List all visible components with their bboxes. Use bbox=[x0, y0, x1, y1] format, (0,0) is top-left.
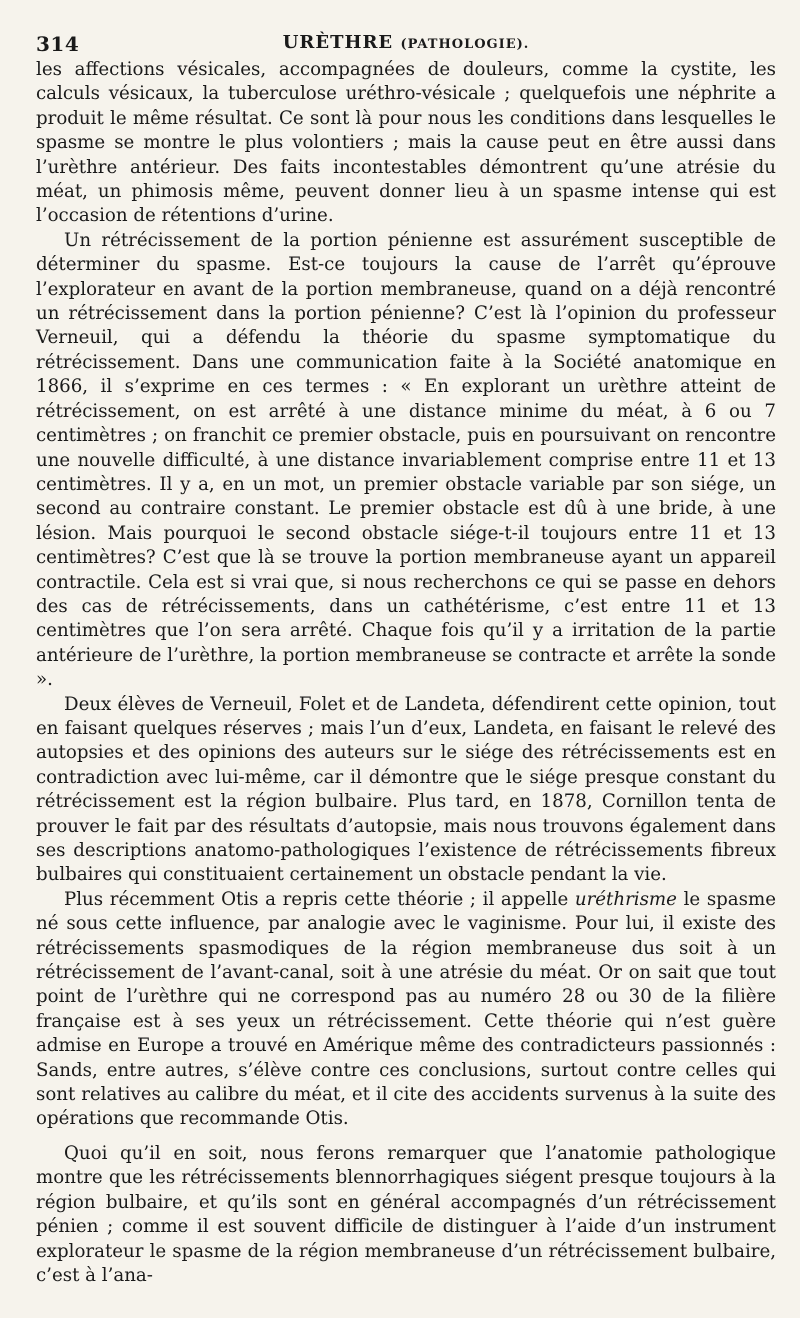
running-title-sub: (PATHOLOGIE). bbox=[400, 37, 530, 52]
running-header bbox=[36, 22, 776, 58]
paragraph-otis bbox=[36, 888, 776, 1132]
page-number: 314 bbox=[36, 32, 80, 56]
paragraph-anatomie: Quoi qu’il en soit, nous ferons remarquer que l’anatomie pathologique montre que les rétrécissements blennorrhagiques siégent presque toujours à la région bulbaire, et qu’ils sont en général accompagnés d’un rétrécissement pénien ; comme il est souvent difficile de distinguer à l’aide d’un instrument explorateur le spasme de la région membraneuse d’un rétrécissement bulbaire, c’est à l’ana- bbox=[36, 1142, 776, 1286]
running-title-main: URÈTHRE bbox=[282, 32, 394, 53]
paragraph-folet-landeta: Deux élèves de Verneuil, Folet et de Landeta, défendirent cette opinion, tout en faisant quelques réserves ; mais l’un d’eux, Landeta, en faisant le relevé des autopsies et des opinions des auteurs sur le siége des rétrécissements est en contradiction avec lui-même, car il démontre que le siége presque constant du rétrécissement est la région bulbaire. Plus tard, en 1878, Cornillon tenta de prouver le fait par des résultats d’autopsie, mais nous trouvons également dans ses descriptions anatomo-pathologiques l’existence de rétrécissements fibreux bulbaires qui constituaient certainement un obstacle pendant la vie. bbox=[36, 693, 776, 886]
paragraph-otis-lead: Plus récemment Otis a repris cette théorie ; il appelle bbox=[64, 888, 575, 910]
running-title bbox=[36, 32, 776, 53]
body-text bbox=[36, 58, 776, 1288]
paragraph-otis-term: uréthrisme bbox=[574, 888, 677, 910]
paragraph-otis-rest: le spasme né sous cette influence, par analogie avec le vaginisme. Pour lui, il existe des rétrécissements spasmodiques de la région membraneuse dus soit à un rétrécissement de l’avant-canal, soit à une atrésie du méat. Or on sait que tout point de l’urèthre qui ne correspond pas au numéro 28 ou 30 de la filière française est à ses yeux un rétrécissement. Cette théorie qui n’est guère admise en Europe a trouvé en Amérique même des contradicteurs passionnés : Sands, entre autres, s’élève contre ces conclusions, surtout contre celles qui sont relatives au calibre du méat, et il cite des accidents survenus à la suite des opérations que recommande Otis. bbox=[36, 888, 776, 1130]
paragraph-verneuil: Un rétrécissement de la portion pénienne est assurément susceptible de déterminer du spasme. Est-ce toujours la cause de l’arrêt qu’éprouve l’explorateur en avant de la portion membraneuse, quand on a déjà rencontré un rétrécissement dans la portion pénienne? C’est là l’opinion du professeur Verneuil, qui a défendu la théorie du spasme symptomatique du rétrécissement. Dans une communication faite à la Société anatomique en 1866, il s’exprime en ces termes : « En explorant un urèthre atteint de rétrécissement, on est arrêté à une distance minime du méat, à 6 ou 7 centimètres ; on franchit ce premier obstacle, puis en poursuivant on rencontre une nouvelle difficulté, à une distance invariablement comprise entre 11 et 13 centimètres. Il y a, en un mot, un premier obstacle variable par son siége, un second au contraire constant. Le premier obstacle est dû à une bride, à une lésion. Mais pourquoi le second obstacle siége-t-il toujours entre 11 et 13 centimètres? C’est que là se trouve la portion membraneuse ayant un appareil contractile. Cela est si vrai que, si nous recherchons ce qui se passe en dehors des cas de rétrécissements, dans un cathétérisme, c’est entre 11 et 13 centimètres que l’on sera arrêté. Chaque fois qu’il y a irritation de la partie antérieure de l’urèthre, la portion membraneuse se contracte et arrête la sonde ». bbox=[36, 229, 776, 691]
paragraph-continuation: les affections vésicales, accompagnées de douleurs, comme la cystite, les calculs vésicaux, la tuberculose uréthro-vésicale ; quelquefois une néphrite a produit le même résultat. Ce sont là pour nous les conditions dans lesquelles le spasme se montre le plus volontiers ; mais la cause peut en être aussi dans l’urèthre antérieur. Des faits incontestables démontrent qu’une atrésie du méat, un phimosis même, peuvent donner lieu à un spasme intense qui est l’occasion de rétentions d’urine. bbox=[36, 59, 776, 227]
